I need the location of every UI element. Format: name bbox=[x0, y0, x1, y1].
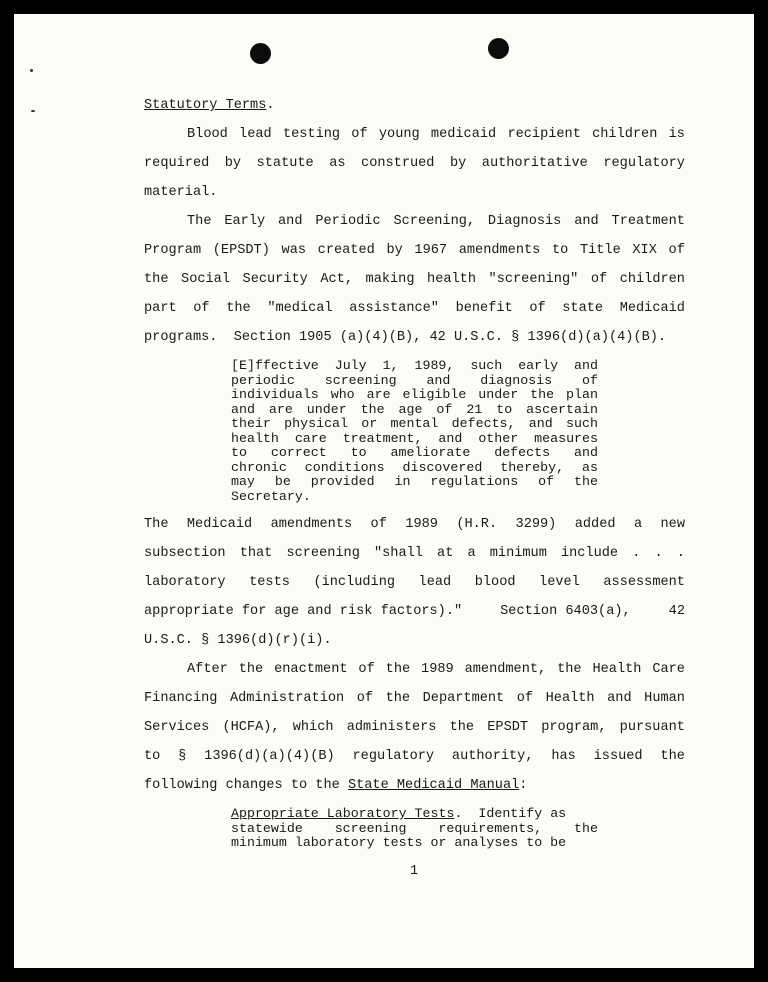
text-line: After the enactment of the 1989 amendment, the Health Care bbox=[187, 662, 685, 677]
text-line: chronic conditions discovered thereby, as bbox=[231, 459, 598, 475]
document-page bbox=[14, 14, 754, 968]
text-line: individuals who are eligible under the plan bbox=[231, 387, 598, 402]
text-line: periodic screening and diagnosis of bbox=[231, 372, 598, 388]
text-line: part of the "medical assistance" benefit of state Medicaid bbox=[144, 301, 685, 316]
text-line: and are under the age of 21 to ascertain bbox=[231, 401, 598, 417]
punch-hole-right bbox=[488, 38, 509, 59]
text-line: The Early and Periodic Screening, Diagnosis and Treatment bbox=[187, 214, 685, 229]
text-line: appropriate for age and risk factors)." Section 6403(a), 42 bbox=[144, 604, 685, 619]
text-line: Secretary. bbox=[231, 488, 311, 504]
text-line: The Medicaid amendments of 1989 (H.R. 3299) added a new bbox=[144, 517, 685, 532]
heading-text: Statutory Terms bbox=[144, 98, 267, 113]
text-line: to § 1396(d)(a)(4)(B) regulatory authority, has issued the bbox=[144, 749, 685, 764]
text-line: [E]ffective July 1, 1989, such early and bbox=[231, 358, 598, 373]
text-line: laboratory tests (including lead blood level assessment bbox=[144, 575, 685, 590]
text-line: material. bbox=[144, 185, 218, 200]
punch-hole-left bbox=[250, 43, 271, 64]
quote2-title-line: Appropriate Laboratory Tests. Identify as bbox=[231, 806, 567, 821]
scan-speck bbox=[31, 110, 35, 112]
text-line: their physical or mental defects, and such bbox=[231, 416, 598, 431]
text-line: to correct to ameliorate defects and bbox=[231, 445, 598, 460]
text-line: U.S.C. § 1396(d)(r)(i). bbox=[144, 633, 332, 648]
section-heading: Statutory Terms. bbox=[144, 98, 275, 113]
text-line: health care treatment, and other measures bbox=[231, 430, 598, 446]
text-line: Financing Administration of the Department of Health and Human bbox=[144, 691, 685, 706]
scan-speck bbox=[30, 69, 33, 72]
manual-section-title: Appropriate Laboratory Tests bbox=[231, 806, 455, 821]
page-number: 1 bbox=[410, 864, 419, 879]
text-line: Blood lead testing of young medicaid recipient children is bbox=[187, 127, 685, 142]
text-line: statewide screening requirements, the bbox=[231, 820, 598, 836]
manual-title: State Medicaid Manual bbox=[347, 778, 520, 793]
text-line: programs. Section 1905 (a)(4)(B), 42 U.S.C. § 1396(d)(a)(4)(B). bbox=[144, 330, 667, 345]
text-line: subsection that screening "shall at a minimum include . . . bbox=[144, 546, 685, 561]
text-line: Program (EPSDT) was created by 1967 amendments to Title XIX of bbox=[144, 243, 685, 258]
text-line: the Social Security Act, making health "screening" of children bbox=[144, 272, 685, 287]
text-line: required by statute as construed by authoritative regulatory bbox=[144, 156, 685, 171]
text-line: following changes to the State Medicaid Manual: bbox=[144, 778, 528, 793]
text-line: may be provided in regulations of the bbox=[231, 474, 598, 489]
text-line: Services (HCFA), which administers the EPSDT program, pursuant bbox=[144, 720, 685, 735]
text-line: minimum laboratory tests or analyses to be bbox=[231, 835, 567, 850]
